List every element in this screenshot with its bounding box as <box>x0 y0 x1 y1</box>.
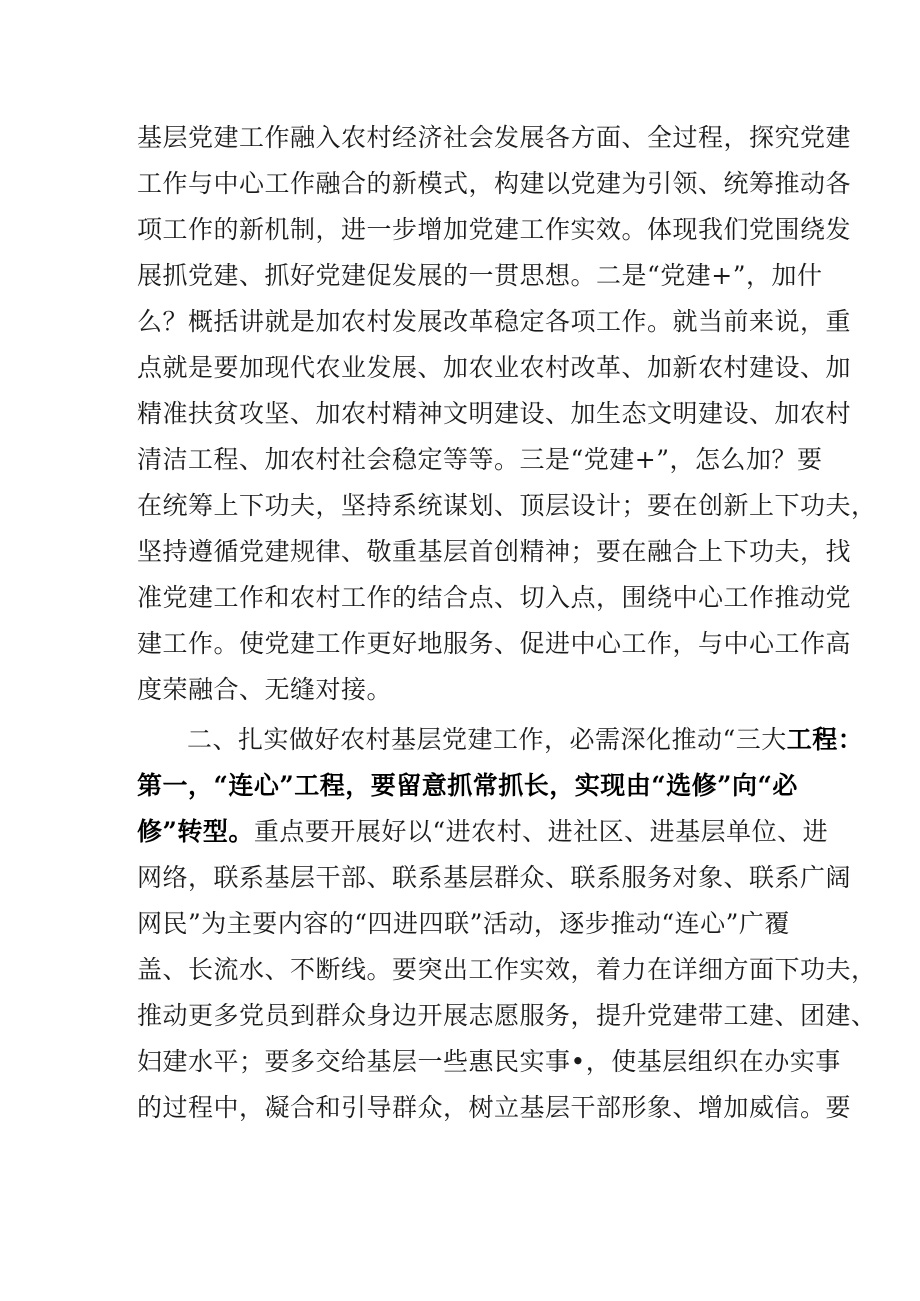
paragraph-2-first-line <box>187 717 863 763</box>
subsection-heading-line: 第一，“连心”工程，要留意抓常抓长，实现由“选修”向“必 <box>137 771 798 800</box>
paragraph-1-line: 基层党建工作融入农村经济社会发展各方面、全过程，探究党建 <box>137 123 852 152</box>
paragraph-2-text: 重点要开展好以“进农村、进社区、进基层单位、进 <box>253 817 829 846</box>
paragraph-1-line: 建工作。使党建工作更好地服务、促进中心工作，与中心工作高 <box>137 629 852 658</box>
paragraph-2-line: 网络，联系基层干部、联系基层群众、联系服务对象、联系广阔 <box>137 863 852 892</box>
paragraph-1-line: 点就是要加现代农业发展、加农业农村改革、加新农村建设、加 <box>137 353 852 382</box>
paragraph-1-line: 工作与中心工作融合的新模式，构建以党建为引领、统筹推动各 <box>137 169 852 198</box>
paragraph-1-line: 项工作的新机制，进一步增加党建工作实效。体现我们党围绕发 <box>137 215 852 244</box>
paragraph-2-line: 推动更多党员到群众身边开展志愿服务，提升党建带工建、团建、 <box>137 1001 877 1030</box>
section-heading-bold: 工程： <box>786 725 864 754</box>
section-heading-text: 二、扎实做好农村基层党建工作，必需深化推动“三大 <box>187 725 787 754</box>
paragraph-1-line: 准党建工作和农村工作的结合点、切入点，围绕中心工作推动党 <box>137 583 852 612</box>
paragraph-1-line: 度荣融合、无缝对接。 <box>137 675 393 704</box>
subsection-heading-end: 修”转型。 <box>137 817 254 846</box>
paragraph-1-line: 精准扶贫攻坚、加农村精神文明建设、加生态文明建设、加农村 <box>137 399 852 428</box>
paragraph-2-line <box>137 809 828 855</box>
paragraph-1-line: 清洁工程、加农村社会稳定等等。三是“党建+”，怎么加？要 <box>137 445 823 474</box>
paragraph-2-line: 盖、长流水、不断线。要突出工作实效，着力在详细方面下功夫， <box>137 955 877 984</box>
paragraph-2-line: 的过程中，凝合和引导群众，树立基层干部形象、增加威信。要 <box>137 1093 852 1122</box>
paragraph-1-line: 坚持遵循党建规律、敬重基层首创精神；要在融合上下功夫，找 <box>137 537 852 566</box>
paragraph-1-line: 在统筹上下功夫，坚持系统谋划、顶层设计；要在创新上下功夫， <box>137 491 877 520</box>
paragraph-2-line: 妇建水平；要多交给基层一些惠民实事•，使基层组织在办实事 <box>137 1047 841 1076</box>
paragraph-1-line: 么？概括讲就是加农村发展改革稳定各项工作。就当前来说，重 <box>137 307 852 336</box>
paragraph-1-line: 展抓党建、抓好党建促发展的一贯思想。二是“党建+”，加什 <box>137 261 823 290</box>
paragraph-2-line: 网民”为主要内容的“四进四联”活动，逐步推动“连心”广覆 <box>137 909 790 938</box>
